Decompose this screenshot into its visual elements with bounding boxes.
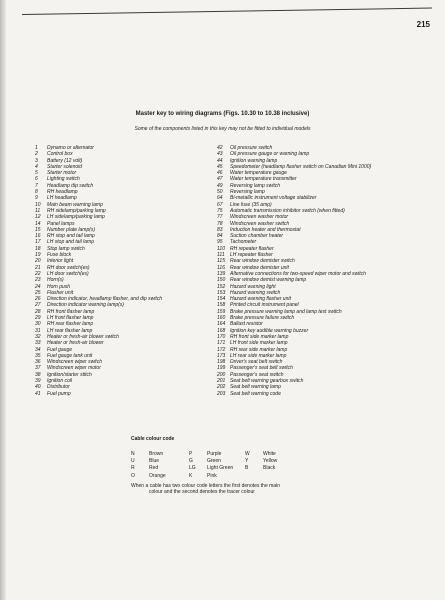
- key-entry-number: 201: [217, 377, 226, 384]
- key-entry-number: 17: [35, 239, 41, 246]
- key-entry-label: Brake pressure warning lamp and lamp test switch: [230, 308, 342, 315]
- colour-code: W: [245, 451, 250, 457]
- key-title: Master key to wiring diagrams (Figs. 10.30 to 10.38 inclusive): [135, 111, 310, 117]
- key-entry-label: Windscreen wiper motor: [47, 365, 101, 372]
- key-entry-number: 202: [217, 384, 226, 391]
- key-entry-label: Oil pressure gauge or warning lamp: [230, 151, 310, 158]
- key-entry-label: Lighting switch: [47, 176, 80, 183]
- key-entry-label: Starter solenoid: [47, 163, 83, 170]
- colour-name: Black: [263, 465, 276, 472]
- key-entry-number: 39: [35, 377, 41, 384]
- key-entry-label: Water temperature transmitter: [230, 176, 297, 183]
- key-entry-number: 168: [217, 327, 226, 334]
- key-entry-number: 77: [217, 214, 223, 221]
- key-entry-label: Direction indicator warning lamp(s): [47, 302, 124, 309]
- key-entry-number: 34: [35, 346, 41, 353]
- key-entry-label: Brake pressure failure switch: [230, 315, 295, 322]
- key-entry-label: Ballast resistor: [230, 321, 263, 328]
- key-subtitle: Some of the components listed in this key may not be fitted to individual models: [134, 126, 311, 132]
- key-entry-label: Heater or fresh-air blower switch: [47, 333, 119, 340]
- colour-name: Yellow: [263, 458, 278, 465]
- colour-code: N: [131, 451, 135, 457]
- key-entry-number: 154: [217, 296, 226, 303]
- key-entry-label: Line fuse (35 amp): [230, 201, 272, 208]
- key-entry-label: Alternative connections for two-speed wiper motor and switch: [230, 270, 366, 277]
- colour-name: Red: [149, 465, 159, 472]
- key-entry-label: Seat belt warning code: [230, 390, 281, 397]
- key-entry-label: Tachometer: [230, 239, 257, 246]
- key-entry-number: 75: [217, 207, 223, 214]
- key-entry: [35, 391, 215, 397]
- key-entry-label: Number plate lamp(s): [47, 226, 96, 233]
- key-entry-number: 28: [35, 308, 41, 315]
- colour-name: Brown: [149, 451, 164, 457]
- colour-code: Y: [245, 458, 249, 465]
- key-entry-label: LH front flasher lamp: [47, 315, 94, 322]
- key-entry-number: 44: [217, 157, 223, 164]
- colour-name: Orange: [149, 472, 166, 479]
- key-entry-label: Rear window demist warning lamp: [230, 277, 307, 284]
- key-entry-label: Control box: [47, 151, 73, 158]
- key-entry-label: Hazard warning switch: [230, 289, 281, 296]
- key-entry-label: Printed circuit instrument panel: [230, 302, 299, 309]
- key-entry-label: Windscreen washer switch: [230, 220, 290, 227]
- colour-name: Green: [207, 458, 221, 465]
- key-entry-number: 64: [217, 195, 223, 202]
- key-entry-label: Windscreen washer motor: [230, 214, 289, 221]
- key-entry-number: 8: [35, 189, 38, 196]
- colour-name: Purple: [207, 451, 222, 457]
- key-entry-number: 3: [35, 157, 38, 164]
- key-entry-label: Passenger's seat belt switch: [230, 365, 293, 372]
- key-entry-label: Horn(s): [47, 277, 64, 284]
- key-entry-number: 42: [217, 145, 223, 151]
- key-entry-number: 152: [217, 283, 226, 290]
- key-entry-number: 171: [217, 340, 226, 347]
- colour-code: LG: [189, 465, 196, 472]
- component-key-right-column: [217, 145, 427, 397]
- key-entry-number: 115: [217, 258, 225, 265]
- key-entry-label: RH repeater flasher: [230, 245, 274, 252]
- key-entry-number: 24: [35, 283, 41, 290]
- cable-note-line-1: When a cable has two colour code letters the first denotes the main: [131, 483, 280, 489]
- colour-name: White: [263, 451, 276, 457]
- key-entry-label: Interior light: [47, 258, 74, 265]
- key-entry-label: LH headlamp: [47, 195, 77, 202]
- key-entry-label: Flasher unit: [47, 289, 74, 296]
- colour-name: Blue: [149, 458, 160, 465]
- key-entry-label: Ignition coil: [47, 377, 73, 384]
- key-entry-number: 41: [35, 390, 41, 397]
- cable-colour-table: [131, 451, 303, 479]
- key-entry-number: 116: [217, 264, 225, 271]
- key-entry-number: 11: [35, 207, 41, 214]
- key-entry-label: Hazard warning light: [230, 283, 276, 290]
- key-entry-number: 46: [217, 170, 223, 177]
- key-entry-number: 47: [217, 176, 223, 183]
- key-entry-label: Water temperature gauge: [230, 170, 287, 177]
- key-entry-number: 9: [35, 195, 38, 202]
- key-entry-number: 170: [217, 333, 226, 340]
- key-entry-label: Hazard warning flasher unit: [230, 296, 291, 303]
- key-entry-number: 33: [35, 340, 41, 347]
- key-entry-label: RH headlamp: [47, 189, 78, 196]
- colour-code: G: [189, 458, 193, 465]
- key-entry-label: LH front side marker lamp: [230, 340, 288, 347]
- key-entry-number: 172: [217, 346, 226, 353]
- key-entry-number: 153: [217, 289, 226, 296]
- key-entry-number: 19: [35, 252, 41, 259]
- key-entry-label: RH stop and tail lamp: [47, 233, 95, 240]
- key-entry-number: 199: [217, 365, 226, 372]
- key-entry-label: Distributor: [47, 384, 70, 391]
- key-entry-label: Fuel gauge: [47, 346, 73, 353]
- component-key-left-column: [35, 145, 215, 397]
- key-entry-number: 50: [217, 189, 223, 196]
- key-entry-number: 16: [35, 233, 41, 240]
- key-entry-label: Rear window demister switch: [230, 258, 295, 265]
- key-entry-label: Fuse block: [47, 252, 72, 259]
- page-binding-edge: [0, 0, 6, 600]
- key-entry-label: LH repeater flasher: [230, 252, 273, 259]
- key-entry-number: 25: [35, 289, 41, 296]
- key-entry-number: 173: [217, 352, 226, 359]
- key-entry-label: LH door switch(es): [47, 270, 89, 277]
- key-entry-number: 84: [217, 233, 223, 240]
- key-entry-label: RH sidelamp/parking lamp: [47, 207, 106, 214]
- key-entry-number: 30: [35, 321, 41, 328]
- key-entry-label: Suction chamber heater: [230, 233, 284, 240]
- colour-name: Light Green: [207, 465, 234, 472]
- key-entry-label: Speedometer (headlamp flasher switch on Canadian Mini 1000): [230, 163, 372, 170]
- colour-code: U: [131, 458, 135, 465]
- key-entry-label: Seat belt warning lamp: [230, 384, 281, 391]
- key-entry-label: Headlamp dip switch: [47, 182, 94, 189]
- key-entry-label: Ignition/starter stitch: [47, 371, 92, 378]
- cable-colour-code-title: Cable colour code: [131, 436, 175, 442]
- key-entry-number: 164: [217, 321, 226, 328]
- key-entry-number: 2: [35, 151, 38, 158]
- key-entry-number: 18: [35, 245, 41, 252]
- key-entry-number: 111: [217, 252, 225, 259]
- key-entry-label: Dynamo or alternator: [47, 145, 94, 151]
- key-entry-label: Battery (12 volt): [47, 157, 83, 164]
- key-entry-number: 23: [35, 277, 41, 284]
- key-entry-label: Oil pressure switch: [230, 145, 273, 151]
- colour-code: B: [245, 465, 249, 472]
- key-entry-number: 95: [217, 239, 223, 246]
- colour-code: P: [189, 451, 193, 457]
- key-entry-number: 14: [35, 220, 41, 227]
- key-entry-label: RH rear flasher lamp: [47, 321, 94, 328]
- key-entry-number: 45: [217, 163, 223, 170]
- key-entry-label: Seat belt warning gearbox switch: [230, 377, 304, 384]
- key-entry-label: RH front side marker lamp: [230, 333, 289, 340]
- key-entry-number: 27: [35, 302, 41, 309]
- key-entry-number: 22: [35, 270, 41, 277]
- key-entry-number: 1: [35, 145, 38, 151]
- key-entry-number: 49: [217, 182, 223, 189]
- colour-code: O: [131, 472, 135, 479]
- key-entry-label: Heater or fresh-air blower: [47, 340, 104, 347]
- colour-code: R: [131, 465, 135, 472]
- key-entry-label: RH door switch(es): [47, 264, 90, 271]
- key-entry-label: Stop lamp switch: [47, 245, 85, 252]
- key-entry-label: Passenger's seat switch: [230, 371, 284, 378]
- key-entry-label: Rear window demister unit: [230, 264, 289, 271]
- key-entry-number: 37: [35, 365, 41, 372]
- key-entry-number: 15: [35, 226, 41, 233]
- key-entry-number: 31: [35, 327, 41, 334]
- key-entry-number: 7: [35, 182, 38, 189]
- key-entry-label: Reversing lamp: [230, 189, 265, 196]
- key-entry-number: 203: [217, 390, 226, 397]
- key-entry-label: LH sidelamp/parking lamp: [47, 214, 105, 221]
- key-entry-label: Fuel gauge tank unit: [47, 352, 93, 359]
- key-entry-number: 35: [35, 352, 41, 359]
- cable-note-line-2: colour and the second denotes the tracer colour: [149, 489, 255, 496]
- key-entry-number: 38: [35, 371, 41, 378]
- key-entry-label: Starter motor: [47, 170, 77, 177]
- key-entry-label: Main beam warning lamp: [47, 201, 103, 208]
- key-entry-number: 158: [217, 302, 226, 309]
- key-entry-label: Automatic transmission inhibitor switch (when fitted): [230, 207, 345, 214]
- key-entry-label: Reversing lamp switch: [230, 182, 281, 189]
- header-rule: [22, 8, 432, 15]
- key-entry-number: 12: [35, 214, 41, 221]
- key-entry-label: Ignition warning lamp: [230, 157, 278, 164]
- key-entry-number: 29: [35, 315, 41, 322]
- key-entry-number: 139: [217, 270, 226, 277]
- colour-code: K: [189, 472, 193, 479]
- key-entry-number: 159: [217, 308, 226, 315]
- key-entry-number: 200: [217, 371, 226, 378]
- key-entry-label: RH rear side marker lamp: [230, 346, 288, 353]
- key-entry-label: Driver's seat belt switch: [230, 359, 283, 366]
- key-entry-number: 110: [217, 245, 225, 252]
- key-entry-number: 36: [35, 359, 41, 366]
- key-entry-number: 6: [35, 176, 38, 183]
- key-entry-number: 32: [35, 333, 41, 340]
- key-entry-number: 10: [35, 201, 41, 208]
- key-entry-label: LH stop and tail lamp: [47, 239, 94, 246]
- key-entry-number: 4: [35, 163, 38, 170]
- key-entry-label: Direction indicator, headlamp flasher, and dip switch: [47, 296, 163, 303]
- key-entry-label: Horn push: [47, 283, 71, 290]
- key-entry-label: LH rear flasher lamp: [47, 327, 93, 334]
- key-entry: [217, 391, 427, 397]
- key-entry-label: Windscreen wiper switch: [47, 359, 102, 366]
- key-entry-number: 26: [35, 296, 41, 303]
- key-entry-label: Fuel pump: [47, 390, 71, 397]
- key-entry-number: 20: [35, 258, 41, 265]
- colour-name: Pink: [207, 472, 217, 479]
- key-entry-number: 5: [35, 170, 38, 177]
- key-entry-number: 150: [217, 277, 226, 284]
- key-entry-number: 198: [217, 359, 226, 366]
- key-entry-number: 43: [217, 151, 223, 158]
- key-entry-label: Panel lamps: [47, 220, 75, 227]
- key-entry-label: Ignition key audible warning buzzer: [230, 327, 309, 334]
- key-entry-number: 78: [217, 220, 223, 227]
- key-entry-label: LH rear side marker lamp: [230, 352, 287, 359]
- key-entry-label: Induction heater and thermostat: [230, 226, 301, 233]
- key-entry-number: 67: [217, 201, 223, 208]
- key-entry-number: 40: [35, 384, 41, 391]
- key-entry-number: 83: [217, 226, 223, 233]
- key-entry-number: 160: [217, 315, 226, 322]
- cable-colour-note: [131, 483, 371, 496]
- key-entry-number: 21: [35, 264, 41, 271]
- key-entry-label: Bi-metallic instrument voltage stabilizer: [230, 195, 317, 202]
- key-entry-label: RH front flasher lamp: [47, 308, 95, 315]
- page-number: 215: [416, 20, 430, 29]
